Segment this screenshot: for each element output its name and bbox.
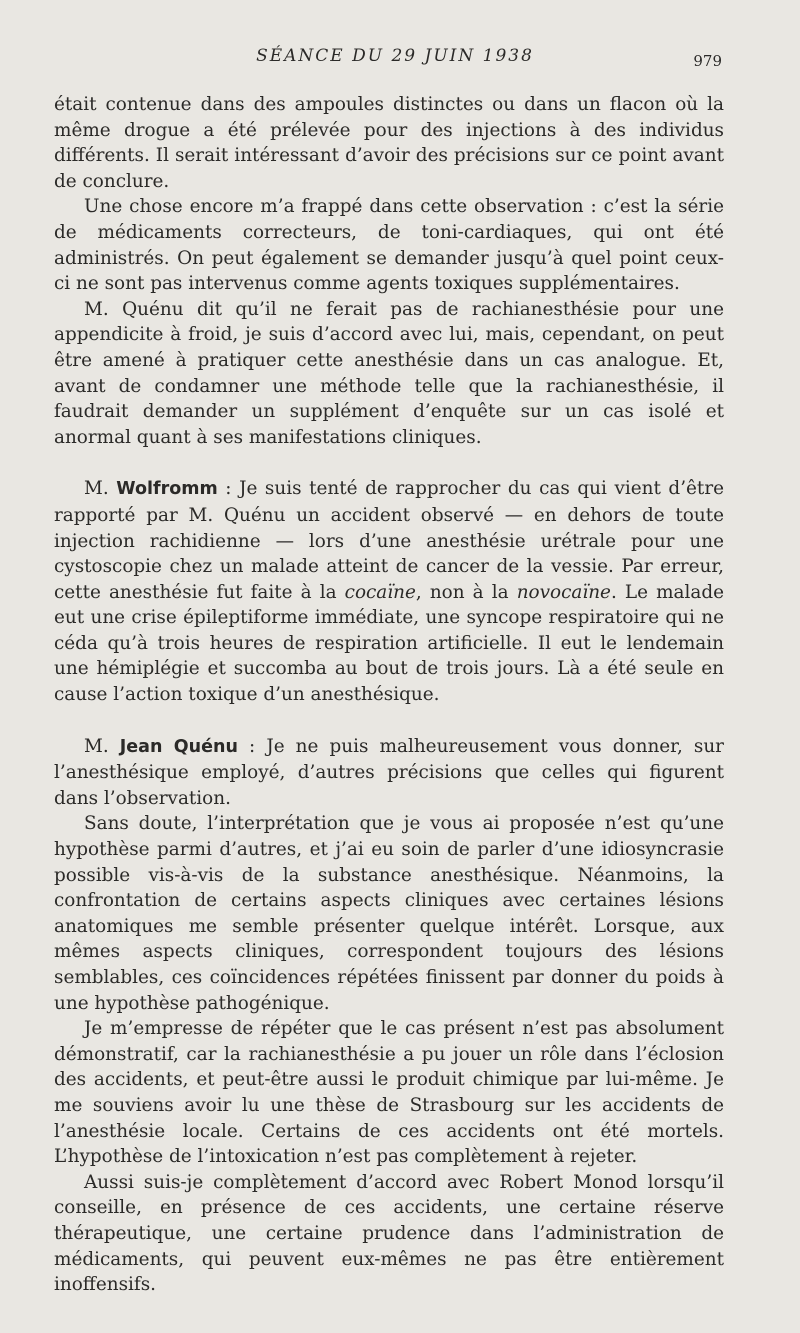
speaker-prefix: M.: [84, 478, 109, 500]
page-number: 979: [693, 52, 722, 70]
italic-novocaine: novocaïne: [516, 581, 611, 603]
wolfromm-text-2: , non à la: [415, 581, 517, 603]
wolfromm-text-3: . Le malade eut une crise épileptiforme immédiate, une syncope respiratoire qui ne céda qu’à trois heures de respiration artificielle. Il eut le lendemain une hémiplégie et succomba au bout de trois jours. Là a été seule en cause l’action toxique d’un anesthésique.: [54, 581, 724, 706]
speaker-prefix: M.: [84, 735, 109, 757]
paragraph-quenu-comment: M. Quénu dit qu’il ne ferait pas de rachianesthésie pour une appendicite à froid, je suis d’accord avec lui, mais, cependant, on peut être amené à pratiquer cette anesthésie dans un cas analogue. Et, avant de condamner une méthode telle que la rachianesthésie, il faudrait demander un supplément d’enquête sur un cas isolé et anormal quant à ses manifestations cliniques.: [54, 298, 724, 448]
wolfromm-intervention: [54, 476, 724, 707]
speaker-name-quenu: Jean Quénu: [119, 736, 238, 757]
paragraph-not-demonstrative: Je m’empresse de répéter que le cas présent n’est pas absolument démonstratif, car la rachianesthésie a pu jouer un rôle dans l’éclosion des accidents, et peut-être aussi le produit chimique par lui-même. Je me souviens avoir lu une thèse de Strasbourg sur les accidents de l’anesthésie locale. Certains de ces accidents ont été mortels. L’hypothèse de l’intoxication n’est pas complètement à rejeter.: [54, 1018, 724, 1168]
speaker-name-wolfromm: Wolfromm: [116, 479, 218, 500]
quenu-reply: [54, 734, 724, 812]
running-head: [0, 46, 800, 76]
paragraph-medications: Une chose encore m’a frappé dans cette observation : c’est la série de médicaments correcteurs, de toni-cardiaques, qui ont été administrés. On peut également se demander jusqu’à quel point ceux-ci ne sont pas intervenus comme agents toxiques supplémentaires.: [54, 196, 724, 295]
running-head-title: SÉANCE DU 29 JUIN 1938: [256, 46, 534, 66]
quenu-reply-text: : Je ne puis malheureusement vous donner, sur l’anesthésique employé, d’autres précisions que celles qui figurent dans l’observation.: [54, 735, 724, 809]
italic-cocaine: cocaïne: [344, 581, 416, 603]
paragraph-conclusion: Aussi suis-je complètement d’accord avec Robert Monod lorsqu’il conseille, en présence de ces accidents, une certaine réserve thérapeutique, une certaine prudence dans l’administration de médicaments, qui peuvent eux-mêmes ne pas être entièrement inoffensifs.: [54, 1171, 724, 1296]
wolfromm-text-1: : Je suis tenté de rapprocher du cas qui vient d’être rapporté par M. Quénu un accident observé — en dehors de toute injection rachidienne — lors d’une anesthésie urétrale pour une cystoscopie chez un malade atteint de cancer de la vessie. Par erreur, cette anesthésie fut faite à la: [54, 478, 724, 603]
paragraph-hypothesis: Sans doute, l’interprétation que je vous ai proposée n’est qu’une hypothèse parmi d’autres, et j’ai eu soin de parler d’une idiosyncrasie possible vis-à-vis de la substance anesthésique. Néanmoins, la confrontation de certains aspects cliniques avec certaines lésions anatomiques me semble présenter quelque intérêt. Lorsque, aux mêmes aspects cliniques, correspondent toujours des lésions semblables, ces coïncidences répétées finissent par donner du poids à une hypothèse pathogénique.: [54, 813, 724, 1014]
body-text: [54, 92, 724, 1298]
paragraph-continuation: était contenue dans des ampoules distinctes ou dans un flacon où la même drogue a été prélevée pour des injections à des individus différents. Il serait intéressant d’avoir des précisions sur ce point avant de conclure.: [54, 94, 724, 192]
